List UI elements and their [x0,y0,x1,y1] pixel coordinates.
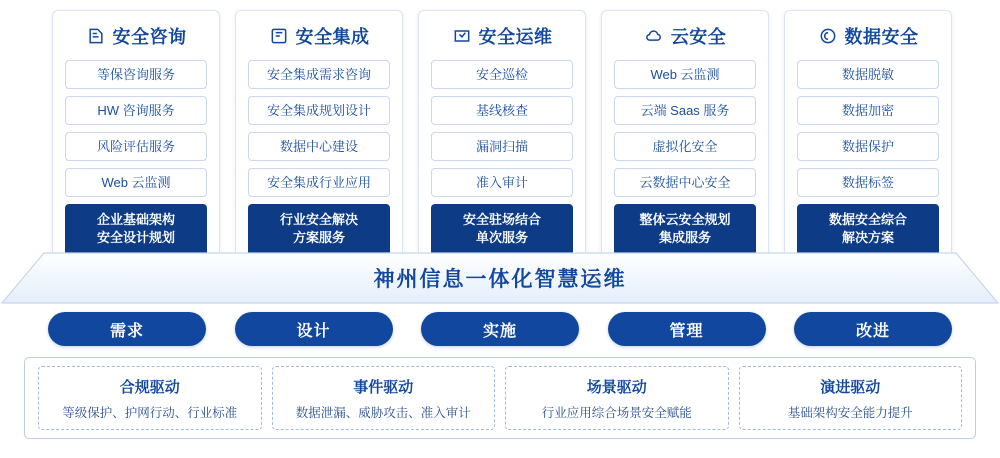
driver-title: 合规驱动 [119,378,180,396]
list-item[interactable]: 数据标签 [797,168,939,197]
driver-evolution [739,366,963,430]
column-footer [65,204,207,256]
list-item[interactable]: 云数据中心安全 [614,168,756,197]
column-security-integration [235,10,403,269]
column-title: 数据安全 [844,27,919,47]
column-footer-line2: 单次服务 [475,230,528,246]
list-item[interactable]: 云端 Saas 服务 [614,96,756,125]
band-title: 神州信息一体化智慧运维 [373,268,627,291]
phase-pill-requirement[interactable]: 需求 [48,312,206,346]
driver-subtitle: 基础架构安全能力提升 [787,405,913,420]
column-footer [248,204,390,256]
integration-icon [269,26,289,46]
column-footer-line2: 方案服务 [292,230,345,246]
phase-pill-design[interactable]: 设计 [235,312,393,346]
list-item[interactable]: 风险评估服务 [65,132,207,161]
list-item[interactable]: 安全集成需求咨询 [248,60,390,89]
list-item[interactable]: 基线核查 [431,96,573,125]
driver-subtitle: 数据泄漏、威胁攻击、准入审计 [295,405,471,420]
column-footer-line1: 整体云安全规划 [639,212,731,227]
list-item[interactable]: 安全巡检 [431,60,573,89]
column-title: 云安全 [670,27,727,47]
column-footer-line2: 集成服务 [658,230,711,246]
driver-subtitle: 行业应用综合场景安全赋能 [541,405,692,420]
list-item[interactable]: 虚拟化安全 [614,132,756,161]
driver-title: 场景驱动 [586,378,647,396]
column-title: 安全运维 [478,27,553,47]
list-item[interactable]: HW 咨询服务 [65,96,207,125]
column-footer-line2: 安全设计规划 [96,230,175,246]
column-header [797,23,939,49]
driver-compliance [38,366,262,430]
phase-pills [48,312,952,346]
list-item[interactable]: 等保咨询服务 [65,60,207,89]
column-cloud-security [601,10,769,269]
list-item[interactable]: Web 云监测 [614,60,756,89]
service-columns [52,10,952,269]
list-item[interactable]: 漏洞扫描 [431,132,573,161]
column-data-security [784,10,952,269]
column-title: 安全集成 [295,27,370,47]
column-footer-line1: 数据安全综合 [828,212,907,227]
list-item[interactable]: 准入审计 [431,168,573,197]
driver-incident [272,366,496,430]
phase-pill-implementation[interactable]: 实施 [421,312,579,346]
driver-title: 演进驱动 [820,378,881,396]
phase-pill-management[interactable]: 管理 [608,312,766,346]
data-security-icon [818,26,838,46]
column-header [431,23,573,49]
driver-scenario [505,366,729,430]
list-item[interactable]: 数据加密 [797,96,939,125]
list-item[interactable]: Web 云监测 [65,168,207,197]
driver-subtitle: 等级保护、护网行动、行业标准 [62,405,238,420]
phase-pill-improvement[interactable]: 改进 [794,312,952,346]
column-footer [797,204,939,256]
cloud-icon [644,26,664,46]
column-header [65,23,207,49]
column-footer [614,204,756,256]
drivers-container [24,357,976,439]
column-footer-line1: 行业安全解决 [279,212,358,227]
list-item[interactable]: 安全集成行业应用 [248,168,390,197]
list-item[interactable]: 安全集成规划设计 [248,96,390,125]
operation-icon [452,26,472,46]
column-security-operations [418,10,586,269]
column-header [248,23,390,49]
list-item[interactable]: 数据保护 [797,132,939,161]
column-footer-line1: 安全驻场结合 [462,212,541,227]
column-security-consulting [52,10,220,269]
list-item[interactable]: 数据中心建设 [248,132,390,161]
column-footer-line2: 解决方案 [841,230,894,246]
column-footer [431,204,573,256]
platform-band [0,252,1000,304]
driver-title: 事件驱动 [353,378,414,396]
column-title: 安全咨询 [112,27,187,47]
shield-consult-icon [86,26,106,46]
column-header [614,23,756,49]
column-footer-line1: 企业基础架构 [96,212,175,227]
list-item[interactable]: 数据脱敏 [797,60,939,89]
